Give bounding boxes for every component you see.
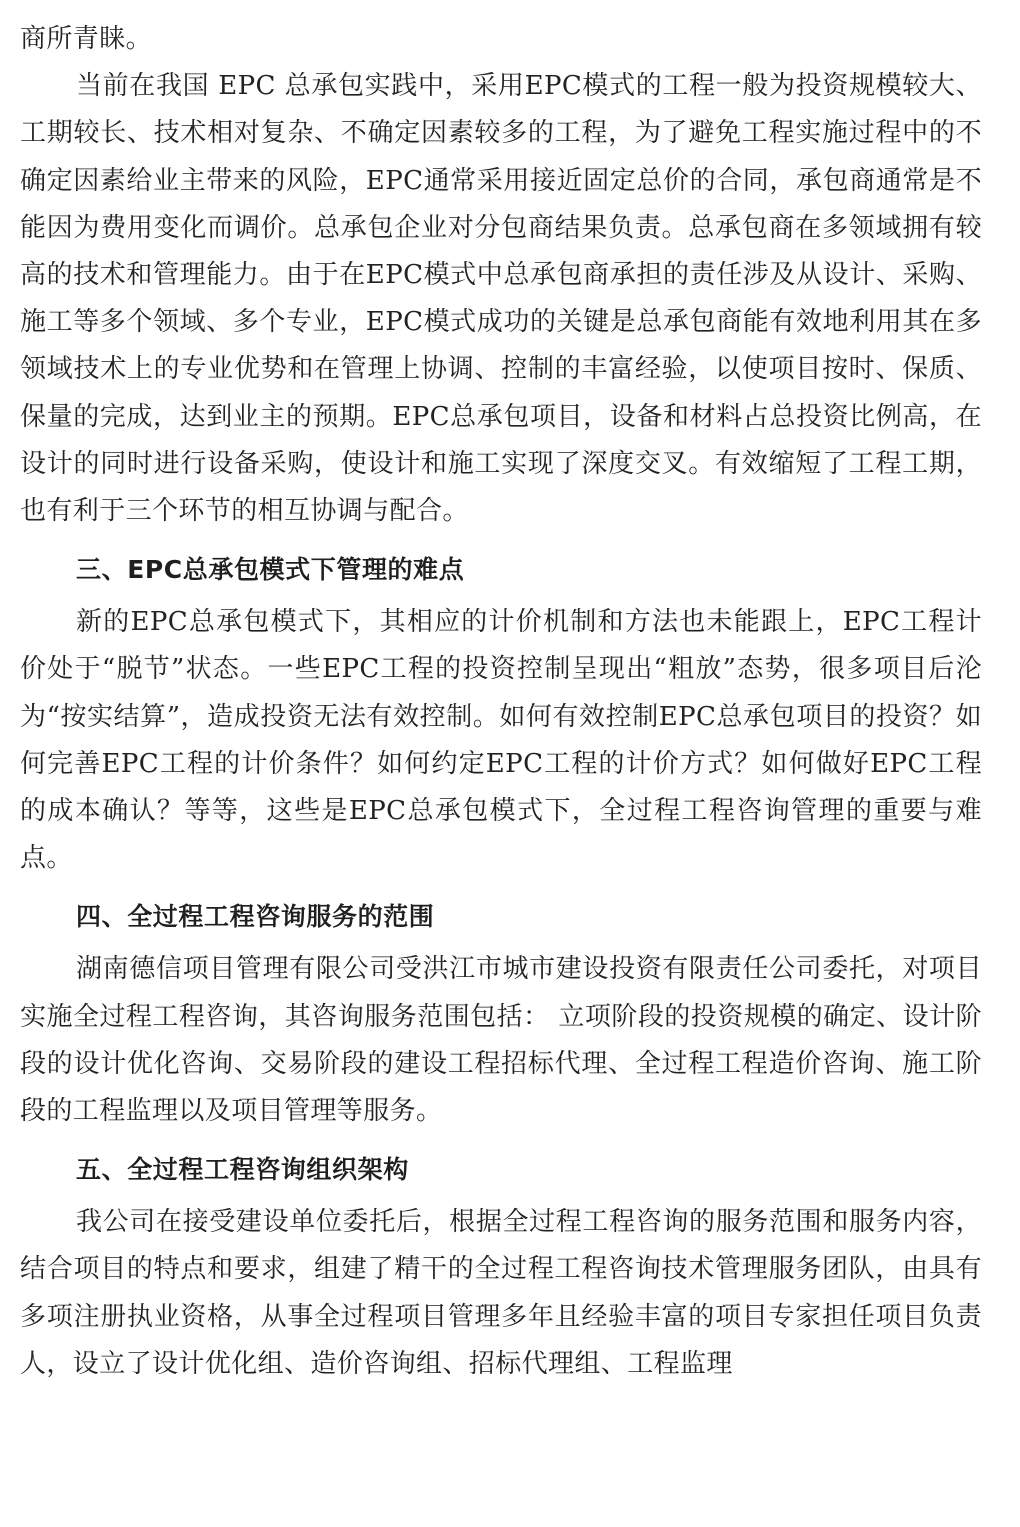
section-heading-4: 四、全过程工程咨询服务的范围: [76, 902, 435, 932]
section-heading-3: 三、EPC总承包模式下管理的难点: [76, 555, 465, 585]
paragraph-organization: 我公司在接受建设单位委托后，根据全过程工程咨询的服务范围和服务内容，结合项目的特点和要求，组建了精干的全过程工程咨询技术管理服务团队，由具有多项注册执业资格，从事全过程项目管理多年且经验丰富的项目专家担任项目负责人，设立了设计优化组、造价咨询组、招标代理组、工程监理: [20, 1207, 982, 1379]
document-page: [20, 16, 982, 1388]
paragraph-continuation: 商所青睐。: [20, 24, 153, 54]
paragraph-management-difficulties: 新的EPC总承包模式下，其相应的计价机制和方法也未能跟上，EPC工程计价处于“脱节”状态。一些EPC工程的投资控制呈现出“粗放”态势，很多项目后沦为“按实结算”，造成投资无法有效控制。如何有效控制EPC总承包项目的投资？如何完善EPC工程的计价条件？如何约定EPC工程的计价方式？如何做好EPC工程的成本确认？等等，这些是EPC总承包模式下，全过程工程咨询管理的重要与难点。: [20, 607, 982, 874]
paragraph-epc-practice: 当前在我国 EPC 总承包实践中，采用EPC模式的工程一般为投资规模较大、工期较长、技术相对复杂、不确定因素较多的工程，为了避免工程实施过程中的不确定因素给业主带来的风险，EPC通常采用接近固定总价的合同，承包商通常是不能因为费用变化而调价。总承包企业对分包商结果负责。总承包商在多领域拥有较高的技术和管理能力。由于在EPC模式中总承包商承担的责任涉及从设计、采购、施工等多个领域、多个专业，EPC模式成功的关键是总承包商能有效地利用其在多领域技术上的专业优势和在管理上协调、控制的丰富经验，以使项目按时、保质、保量的完成，达到业主的预期。EPC总承包项目，设备和材料占总投资比例高，在设计的同时进行设备采购，使设计和施工实现了深度交叉。有效缩短了工程工期，也有利于三个环节的相互协调与配合。: [20, 71, 982, 527]
paragraph-service-scope: 湖南德信项目管理有限公司受洪江市城市建设投资有限责任公司委托，对项目实施全过程工程咨询，其咨询服务范围包括： 立项阶段的投资规模的确定、设计阶段的设计优化咨询、交易阶段的建设工程招标代理、全过程工程造价咨询、施工阶段的工程监理以及项目管理等服务。: [20, 954, 982, 1127]
section-heading-5: 五、全过程工程咨询组织架构: [76, 1155, 409, 1185]
